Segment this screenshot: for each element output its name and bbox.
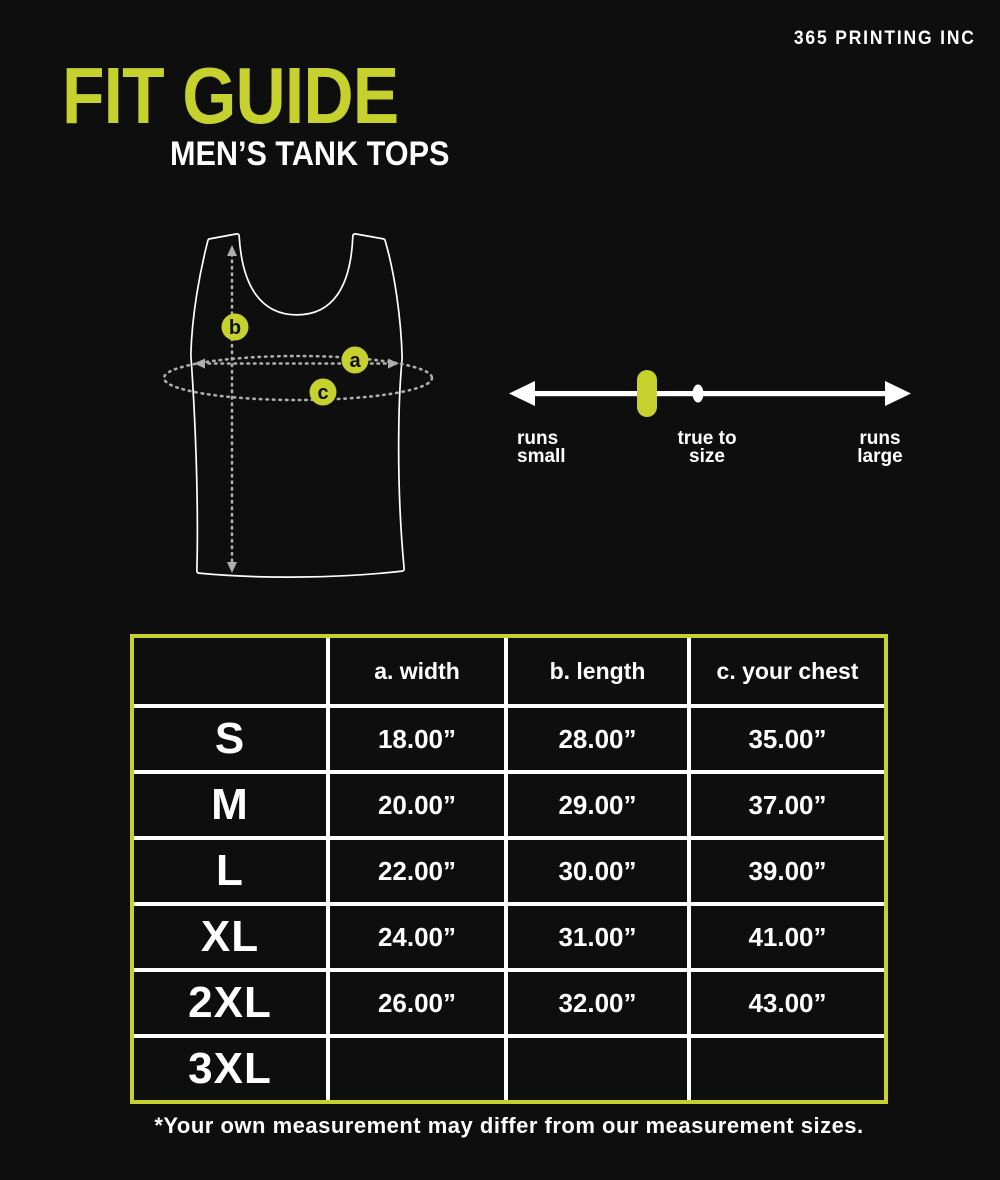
table-header-chest: c. your chest bbox=[691, 638, 884, 704]
tank-outline-inner bbox=[193, 236, 402, 575]
table-header-length: b. length bbox=[508, 638, 687, 704]
marker-b-label: b bbox=[228, 317, 242, 339]
value-m-width: 20.00” bbox=[330, 774, 504, 836]
value-2xl-length: 32.00” bbox=[508, 972, 687, 1034]
value-2xl-chest: 43.00” bbox=[691, 972, 884, 1034]
size-label-xl: XL bbox=[134, 906, 326, 968]
measurement-disclaimer: *Your own measurement may differ from our measurement sizes. bbox=[154, 1113, 864, 1138]
marker-a-label: a bbox=[349, 350, 361, 372]
value-m-length: 29.00” bbox=[508, 774, 687, 836]
fit-scale-center-dot bbox=[693, 385, 704, 403]
fit-scale-line bbox=[527, 391, 893, 396]
value-2xl-width: 26.00” bbox=[330, 972, 504, 1034]
value-xl-length: 31.00” bbox=[508, 906, 687, 968]
fit-scale bbox=[505, 358, 915, 432]
value-3xl-chest bbox=[691, 1038, 884, 1100]
page-title: FIT GUIDE bbox=[62, 51, 399, 140]
size-label-2xl: 2XL bbox=[134, 972, 326, 1034]
value-xl-width: 24.00” bbox=[330, 906, 504, 968]
tank-top-diagram bbox=[150, 220, 470, 600]
scale-label-true-to-size: true to size bbox=[677, 428, 737, 468]
size-label-m: M bbox=[134, 774, 326, 836]
fit-scale-arrowhead-right bbox=[885, 381, 911, 406]
brand-name: 365 PRINTING INC bbox=[794, 28, 976, 49]
value-3xl-length bbox=[508, 1038, 687, 1100]
size-label-3xl: 3XL bbox=[134, 1038, 326, 1100]
value-l-chest: 39.00” bbox=[691, 840, 884, 902]
value-l-length: 30.00” bbox=[508, 840, 687, 902]
marker-c-label: c bbox=[317, 382, 329, 404]
value-xl-chest: 41.00” bbox=[691, 906, 884, 968]
value-s-width: 18.00” bbox=[330, 708, 504, 770]
size-label-l: L bbox=[134, 840, 326, 902]
scale-label-runs-large: runs large bbox=[857, 428, 903, 468]
size-label-s: S bbox=[134, 708, 326, 770]
fit-scale-marker bbox=[637, 370, 657, 417]
page-subtitle: MEN’S TANK TOPS bbox=[170, 135, 450, 173]
size-table bbox=[130, 634, 888, 1104]
value-s-chest: 35.00” bbox=[691, 708, 884, 770]
table-header-width: a. width bbox=[330, 638, 504, 704]
value-l-width: 22.00” bbox=[330, 840, 504, 902]
value-3xl-width bbox=[330, 1038, 504, 1100]
scale-label-runs-small: runs small bbox=[517, 428, 566, 468]
value-s-length: 28.00” bbox=[508, 708, 687, 770]
value-m-chest: 37.00” bbox=[691, 774, 884, 836]
fit-scale-arrowhead-left bbox=[509, 381, 535, 406]
table-header-blank bbox=[134, 638, 326, 704]
